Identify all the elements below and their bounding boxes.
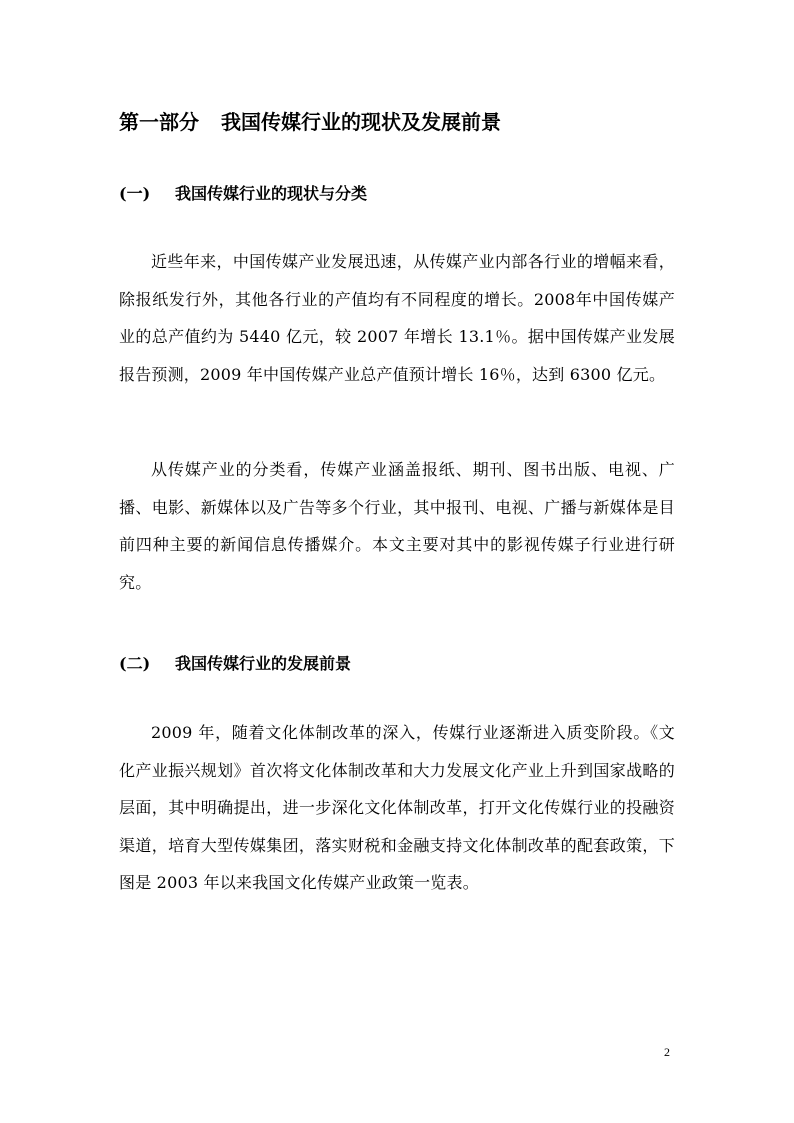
section-heading-1 [119,182,367,206]
part-title [119,108,501,136]
paragraph-development-prospects: 2009 年，随着文化体制改革的深入，传媒行业逐渐进入质变阶段。《文化产业振兴规划》首次将文化体制改革和大力发展文化产业上升到国家战略的层面，其中明确提出，进一步深化文化体制改革，打开文化传媒行业的投融资渠道，培育大型传媒集团，落实财税和金融支持文化体制改革的配套政策，下图是 2003 年以来我国文化传媒产业政策一览表。 [119,723,675,892]
part-title-text: 我国传媒行业的现状及发展前景 [221,110,501,134]
page-number: 2 [664,1045,670,1059]
section-title-1: 我国传媒行业的现状与分类 [175,184,368,203]
part-title-prefix: 第一部分 [119,110,199,134]
section-number-1: (一) [119,184,151,203]
section-number-2: (二) [119,654,151,673]
paragraph-industry-status: 近些年来，中国传媒产业发展迅速，从传媒产业内部各行业的增幅来看，除报纸发行外，其他各行业的产值均有不同程度的增长。2008年中国传媒产业的总产值约为 5440 亿元，较 2007 年增长 13.1％。据中国传媒产业发展报告预测，2009 年中国传媒产业总产值预计增长 16％，达到 6300 亿元。 [119,252,675,384]
section-heading-2 [119,652,351,676]
paragraph-industry-classification: 从传媒产业的分类看，传媒产业涵盖报纸、期刊、图书出版、电视、广播、电影、新媒体以及广告等多个行业，其中报刊、电视、广播与新媒体是目前四种主要的新闻信息传播媒介。本文主要对其中的影视传媒子行业进行研究。 [119,460,675,592]
section-title-2: 我国传媒行业的发展前景 [175,654,352,673]
